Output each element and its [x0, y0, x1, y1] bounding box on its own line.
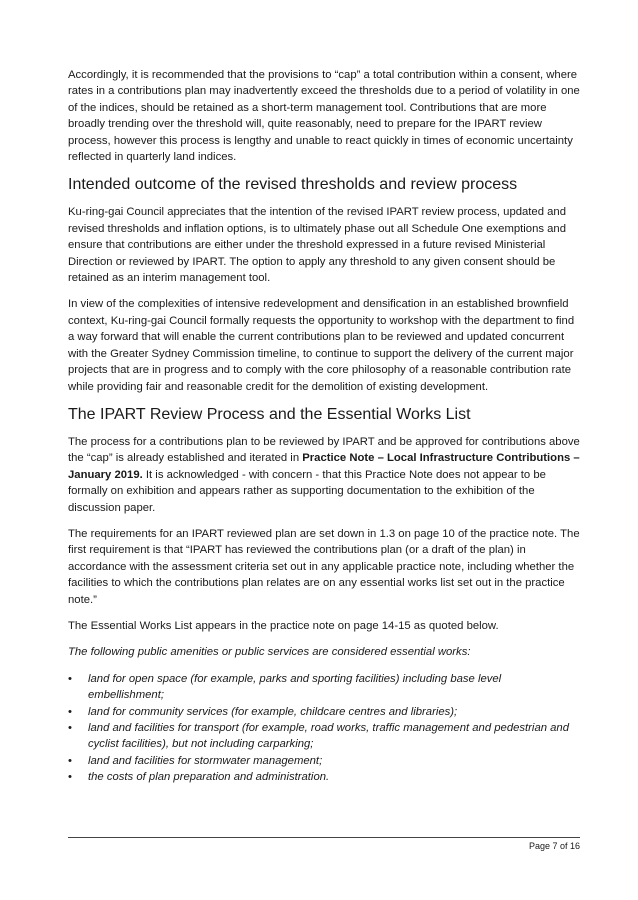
paragraph-workshop-request: In view of the complexities of intensive redevelopment and densification in an established brownfield context, Ku-ring-gai Council formally requests the opportunity to workshop with the department to find a way forward that will enable the current contributions plan to be reviewed and updated concurrent with the Greater Sydney Commission timeline, to continue to support the delivery of the current major projects that are in progress and to comply with the core philosophy of a reasonable contribution rate while providing fair and reasonable credit for the demolition of existing development.	[68, 298, 575, 393]
paragraph-essential-works-intro: The following public amenities or public services are considered essential works:	[68, 646, 471, 659]
footer-divider	[68, 837, 580, 838]
paragraph-process-practice-note	[68, 434, 580, 516]
practice-note-concern: It is acknowledged - with concern - that this Practice Note does not appear to be formally on exhibition and appears rather as supporting documentation to the exhibition of the discussion paper.	[68, 468, 546, 514]
bullet-icon: •	[68, 722, 72, 734]
list-item: • land and facilities for transport (for example, road works, traffic management and pedestrian and cyclist facilities), but not including carparking;	[68, 722, 569, 751]
page-number: Page 7 of 16	[528, 841, 580, 851]
bullet-icon: •	[68, 771, 72, 784]
bullet-icon: •	[68, 672, 72, 685]
list-item: • land and facilities for stormwater management;	[68, 753, 580, 769]
paragraph-cap-provisions: Accordingly, it is recommended that the provisions to “cap” a total contribution within a consent, where rates in a contributions plan may inadvertently exceed the thresholds due to a period of volatility in one of the indices, should be retained as a short-term management tool. Contributions that are more broadly trending over the threshold will, quite reasonably, need to prepare for the IPART review process, however this process is lengthy and unable to react quickly in times of economic uncertainty reflected in quarterly land indices.	[68, 69, 580, 164]
practice-note-title: Practice Note – Local Infrastructure Contributions – January 2019.	[68, 452, 580, 481]
paragraph-ipart-requirements: The requirements for an IPART reviewed plan are set down in 1.3 on page 10 of the practice note. The first requirement is that “IPART has reviewed the contributions plan (or a draft of the plan) in accordance with the assessment criteria set out in any applicable practice note, including whether the facilities to which the contributions plan relates are on any essential works list set out in the practice note.”	[68, 527, 580, 606]
paragraph-council-appreciates: Ku-ring-gai Council appreciates that the intention of the revised IPART review process, updated and revised thresholds and inflation options, is to ultimately phase out all Schedule One exemptions and ensure that contributions are either under the threshold expressed in a future revised Ministerial Direction or reviewed by IPART. The option to apply any threshold to any given consent should be retained as an interim management tool.	[68, 206, 566, 285]
heading-ipart-review: The IPART Review Process and the Essential Works List	[68, 405, 471, 423]
bullet-icon: •	[68, 705, 72, 718]
page-content	[68, 67, 580, 786]
list-item: • land for community services (for example, childcare centres and libraries);	[68, 704, 580, 720]
paragraph-essential-works-list: The Essential Works List appears in the practice note on page 14-15 as quoted below.	[68, 619, 499, 632]
essential-works-list	[68, 671, 580, 786]
bullet-icon: •	[68, 754, 72, 767]
practice-note-intro: The process for a contributions plan to be reviewed by IPART and be approved for contributions above the “cap” is already established and iterated in	[68, 435, 580, 465]
list-item: • the costs of plan preparation and administration.	[68, 769, 580, 785]
heading-intended-outcome: Intended outcome of the revised thresholds and review process	[68, 176, 518, 194]
list-item: • land for open space (for example, parks and sporting facilities) including base level embellishment;	[68, 672, 502, 702]
